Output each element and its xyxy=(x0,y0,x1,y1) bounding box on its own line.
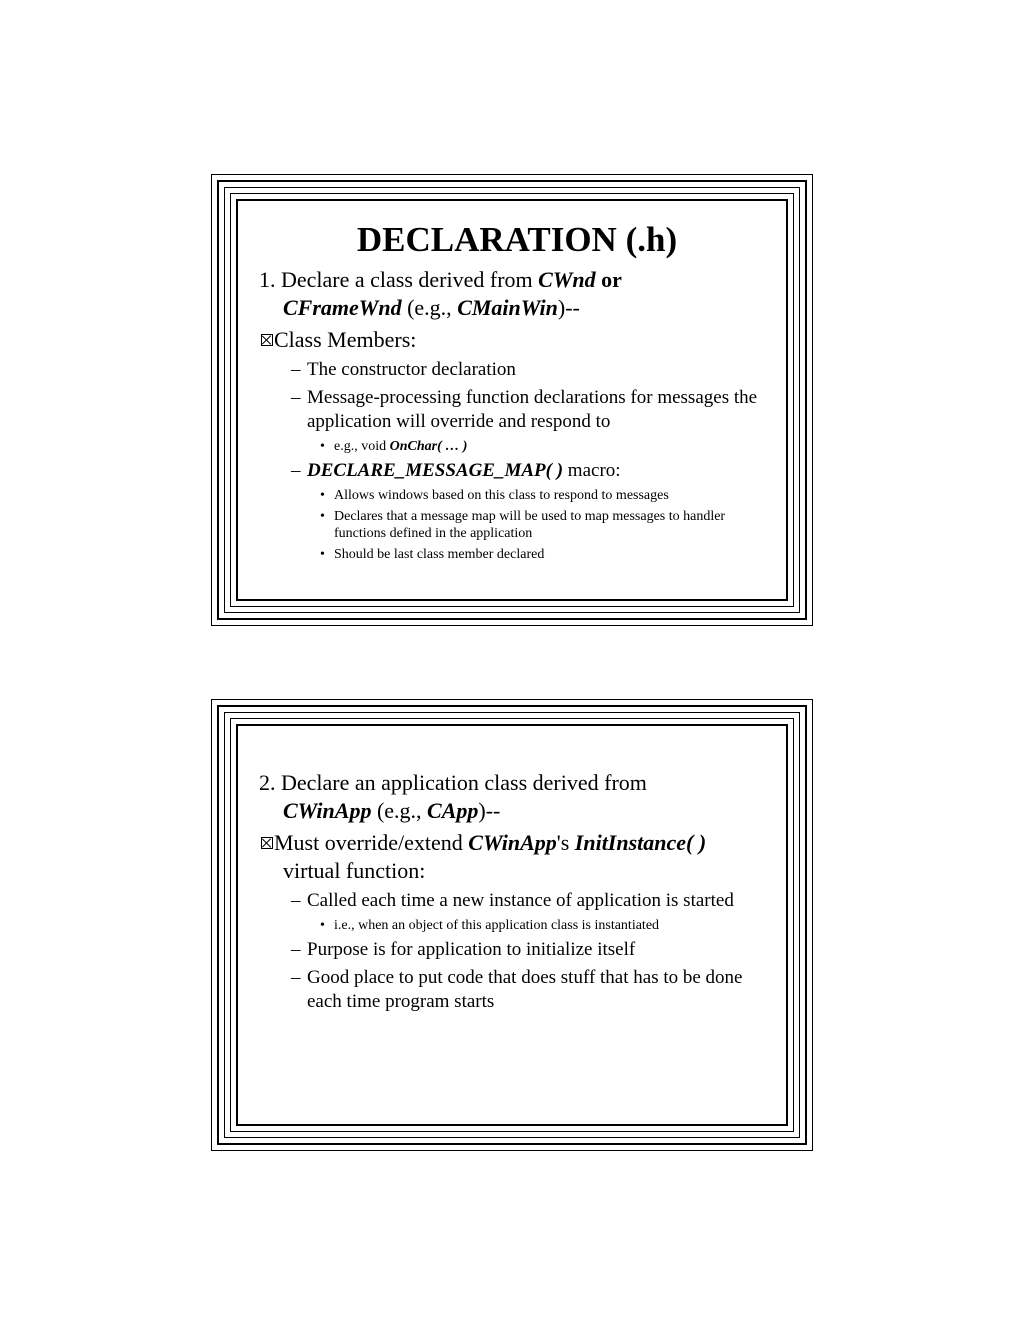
point-declare-window-class xyxy=(259,266,775,322)
class-name-cwinapp: CWinApp xyxy=(283,798,372,823)
bullet-marker: • xyxy=(320,509,325,524)
function-name-initinstance: InitInstance( ) xyxy=(574,830,707,855)
dash-marker: – xyxy=(291,967,301,988)
slide-declaration xyxy=(211,174,813,626)
dash-marker: – xyxy=(291,387,301,408)
dash-marker: – xyxy=(291,890,301,911)
or-text: or xyxy=(595,267,622,292)
function-name-onchar: OnChar( … ) xyxy=(389,439,468,454)
list-item xyxy=(259,386,775,434)
sub-bullet xyxy=(259,508,775,542)
eg-text: (e.g., xyxy=(371,798,428,823)
point-tail: )-- xyxy=(557,295,580,320)
item-text: Purpose is for application to initialize itself xyxy=(307,939,636,960)
point-tail: )-- xyxy=(478,798,501,823)
list-item xyxy=(259,938,775,962)
item-text: The constructor declaration xyxy=(307,359,516,380)
sub-bullet xyxy=(259,487,775,504)
slide-content xyxy=(259,765,775,1018)
class-members-heading xyxy=(259,326,775,354)
item-text: Called each time a new instance of application is started xyxy=(307,890,734,911)
item-text: Message-processing function declarations for messages the application will override and respond to xyxy=(307,387,758,432)
class-name-cmainwin: CMainWin xyxy=(457,295,558,320)
bullet-text: i.e., when an object of this application class is instantiated xyxy=(334,918,660,933)
apostrophe-text: 's xyxy=(556,830,575,855)
sub-bullet xyxy=(259,438,775,455)
point-text: 2. Declare an application class derived from xyxy=(259,770,647,795)
sub-bullet xyxy=(259,917,775,934)
bullet-marker: • xyxy=(320,547,325,562)
checkbox-x-icon xyxy=(261,837,273,849)
bullet-marker: • xyxy=(320,488,325,503)
must-override-heading xyxy=(259,829,775,885)
sub-bullet xyxy=(259,546,775,563)
must-text: Must override/extend xyxy=(274,830,469,855)
bullet-marker: • xyxy=(320,918,325,933)
checkbox-x-icon xyxy=(261,334,273,346)
eg-text: (e.g., xyxy=(401,295,458,320)
point-text: 1. Declare a class derived from xyxy=(259,267,539,292)
dash-marker: – xyxy=(291,359,301,380)
bullet-text: e.g., void xyxy=(334,439,390,454)
class-name-cwnd: CWnd xyxy=(538,267,596,292)
slide-application-class xyxy=(211,699,813,1151)
point-declare-app-class xyxy=(259,769,775,825)
bullet-text: Allows windows based on this class to respond to messages xyxy=(334,488,669,503)
macro-name: DECLARE_MESSAGE_MAP( ) xyxy=(307,460,564,481)
item-text: Good place to put code that does stuff that has to be done each time program starts xyxy=(307,967,743,1012)
bullet-text: Declares that a message map will be used to map messages to handler functions defined in the application xyxy=(334,509,726,541)
list-item xyxy=(259,889,775,913)
dash-marker: – xyxy=(291,939,301,960)
slide-content xyxy=(259,218,775,565)
class-name-capp: CApp xyxy=(427,798,479,823)
bullet-text: Should be last class member declared xyxy=(334,547,545,562)
class-members-label: Class Members: xyxy=(274,327,417,352)
list-item xyxy=(259,459,775,483)
must-tail: virtual function: xyxy=(283,858,426,883)
bullet-marker: • xyxy=(320,439,325,454)
item-text: macro: xyxy=(563,460,621,481)
class-name-cframewnd: CFrameWnd xyxy=(283,295,402,320)
list-item xyxy=(259,966,775,1014)
class-name-cwinapp: CWinApp xyxy=(468,830,557,855)
dash-marker: – xyxy=(291,460,301,481)
list-item xyxy=(259,358,775,382)
slide-title: DECLARATION (.h) xyxy=(356,220,678,259)
